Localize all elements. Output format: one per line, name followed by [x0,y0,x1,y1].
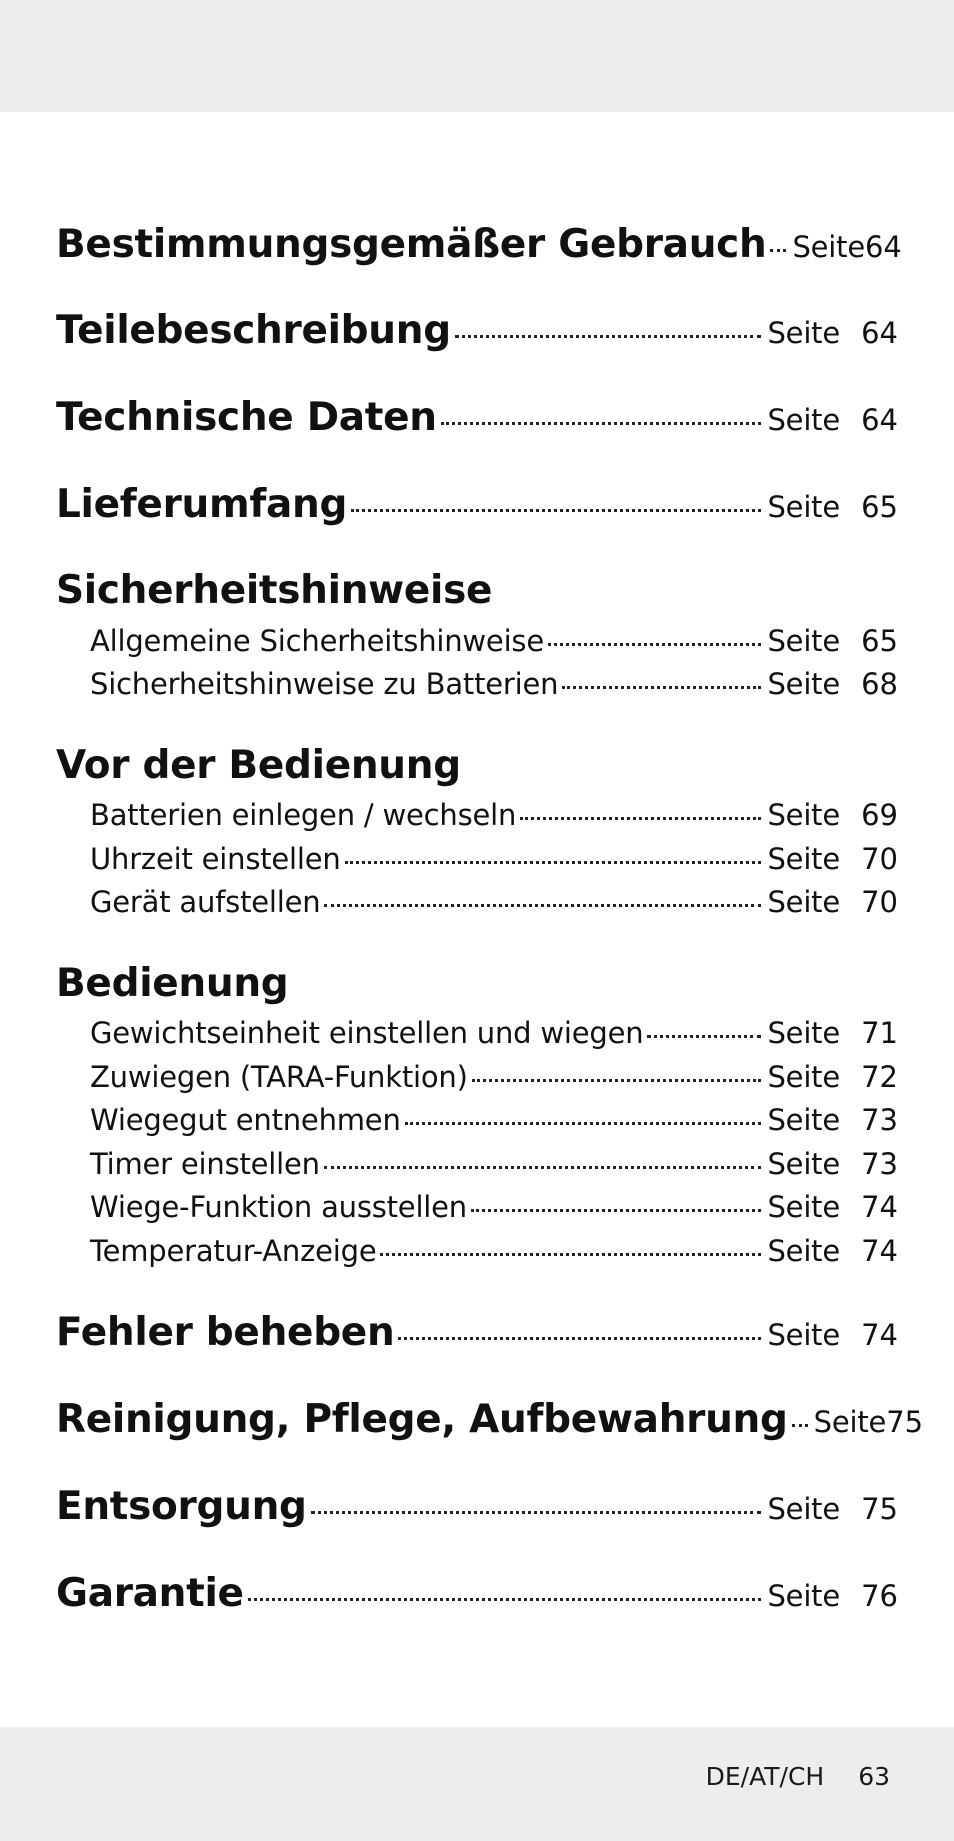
leader-dots [311,1511,762,1514]
page-number: 75 [861,1492,898,1526]
leader-dots [345,861,762,864]
section-heading-sicherheitshinweise: Sicherheitshinweise [56,568,493,613]
toc-subentry-title: Gewichtseinheit einstellen und wiegen [90,1016,644,1050]
seite-label: Seite [767,1579,840,1613]
leader-dots [405,1122,762,1125]
toc-subentry-title: Timer einstellen [90,1147,320,1181]
toc-subentry-gewichtseinheit[interactable] [56,1016,898,1050]
toc-subentry-title: Wiegegut entnehmen [90,1103,401,1137]
page-number: 74 [861,1234,898,1268]
leader-dots [324,904,761,907]
page-number: 65 [861,490,898,524]
toc-entry-title: Bestimmungsgemäßer Gebrauch [56,222,767,267]
toc-subentry-allgemeine-sicherheitshinweise[interactable] [56,624,898,658]
toc-entry-technische-daten[interactable] [56,395,898,440]
toc-entry-teilebeschreibung[interactable] [56,308,898,353]
footer-region: DE/AT/CH [705,1762,825,1791]
footer-page-number: 63 [858,1762,890,1791]
seite-label: Seite [792,230,865,264]
toc-entry-title: Teilebeschreibung [56,308,451,353]
toc-subentry-wiegegut-entnehmen[interactable] [56,1103,898,1137]
toc-subentry-zuwiegen[interactable] [56,1060,898,1094]
toc-subentry-title: Uhrzeit einstellen [90,842,341,876]
toc-entry-bestimmungsgemaesser-gebrauch[interactable] [56,222,902,267]
leader-dots [398,1337,761,1340]
toc-subentry-title: Wiege-Funktion ausstellen [90,1190,467,1224]
toc-entry-fehler-beheben[interactable] [56,1310,898,1355]
toc-entry-title: Entsorgung [56,1484,307,1529]
toc-entry-title: Reinigung, Pflege, Aufbewahrung [56,1397,788,1442]
page-number: 64 [864,230,902,264]
seite-label: Seite [767,624,840,658]
toc-subentry-title: Zuwiegen (TARA-Funktion) [90,1060,468,1094]
page-footer [706,1762,890,1791]
toc-entry-title: Garantie [56,1571,244,1616]
leader-dots [351,509,761,512]
page-number: 72 [861,1060,898,1094]
toc-subentry-wiege-funktion-ausstellen[interactable] [56,1190,898,1224]
toc-entry-title: Technische Daten [56,395,437,440]
toc-entry-garantie[interactable] [56,1571,898,1616]
toc-entry-lieferumfang[interactable] [56,482,898,527]
page-number: 71 [861,1016,898,1050]
toc-subentry-title: Gerät aufstellen [90,885,321,919]
leader-dots [455,335,762,338]
leader-dots [324,1166,762,1169]
seite-label: Seite [767,842,840,876]
seite-label: Seite [767,490,840,524]
page-number: 73 [861,1147,898,1181]
toc-subentry-title: Temperatur-Anzeige [90,1234,377,1268]
leader-dots [548,643,761,646]
page-number: 69 [861,798,898,832]
toc-subentry-temperatur-anzeige[interactable] [56,1234,898,1268]
seite-label: Seite [767,1016,840,1050]
section-heading-vor-der-bedienung: Vor der Bedienung [56,743,461,788]
page-number: 74 [861,1318,898,1352]
page-number: 74 [861,1190,898,1224]
toc-subentry-geraet-aufstellen[interactable] [56,885,898,919]
toc-subentry-timer-einstellen[interactable] [56,1147,898,1181]
seite-label: Seite [767,1234,840,1268]
seite-label: Seite [767,1103,840,1137]
leader-dots [520,817,761,820]
page-number: 64 [861,316,898,350]
toc-entry-title: Fehler beheben [56,1310,395,1355]
top-band [0,0,954,112]
leader-dots [472,1079,762,1082]
toc-entry-entsorgung[interactable] [56,1484,898,1529]
toc-subentry-title: Allgemeine Sicherheitshinweise [90,624,544,658]
leader-dots [770,249,786,252]
page-number: 70 [861,842,898,876]
seite-label: Seite [767,885,840,919]
page-number: 70 [861,885,898,919]
leader-dots [380,1253,761,1256]
seite-label: Seite [767,1492,840,1526]
seite-label: Seite [767,667,840,701]
page-number: 68 [861,667,898,701]
leader-dots [562,686,761,689]
leader-dots [471,1209,761,1212]
toc-subentry-uhrzeit-einstellen[interactable] [56,842,898,876]
seite-label: Seite [767,1060,840,1094]
toc-subentry-batterien-einlegen[interactable] [56,798,898,832]
toc-entry-title: Lieferumfang [56,482,348,527]
toc-subentry-sicherheitshinweise-zu-batterien[interactable] [56,667,898,701]
toc-subentry-title: Sicherheitshinweise zu Batterien [90,667,559,701]
seite-label: Seite [813,1405,887,1439]
toc-subentry-title: Batterien einlegen / wechseln [90,798,517,832]
page-number: 64 [861,403,898,437]
seite-label: Seite [767,798,840,832]
seite-label: Seite [767,1318,840,1352]
leader-dots [441,422,762,425]
page-number: 73 [861,1103,898,1137]
seite-label: Seite [767,316,840,350]
section-heading-bedienung: Bedienung [56,961,289,1006]
seite-label: Seite [767,403,840,437]
page-number: 65 [861,624,898,658]
leader-dots [792,1424,808,1427]
seite-label: Seite [767,1190,840,1224]
seite-label: Seite [767,1147,840,1181]
page-number: 75 [886,1405,924,1439]
leader-dots [647,1035,761,1038]
page-number: 76 [861,1579,898,1613]
leader-dots [248,1598,762,1601]
toc-entry-reinigung[interactable] [56,1397,924,1442]
